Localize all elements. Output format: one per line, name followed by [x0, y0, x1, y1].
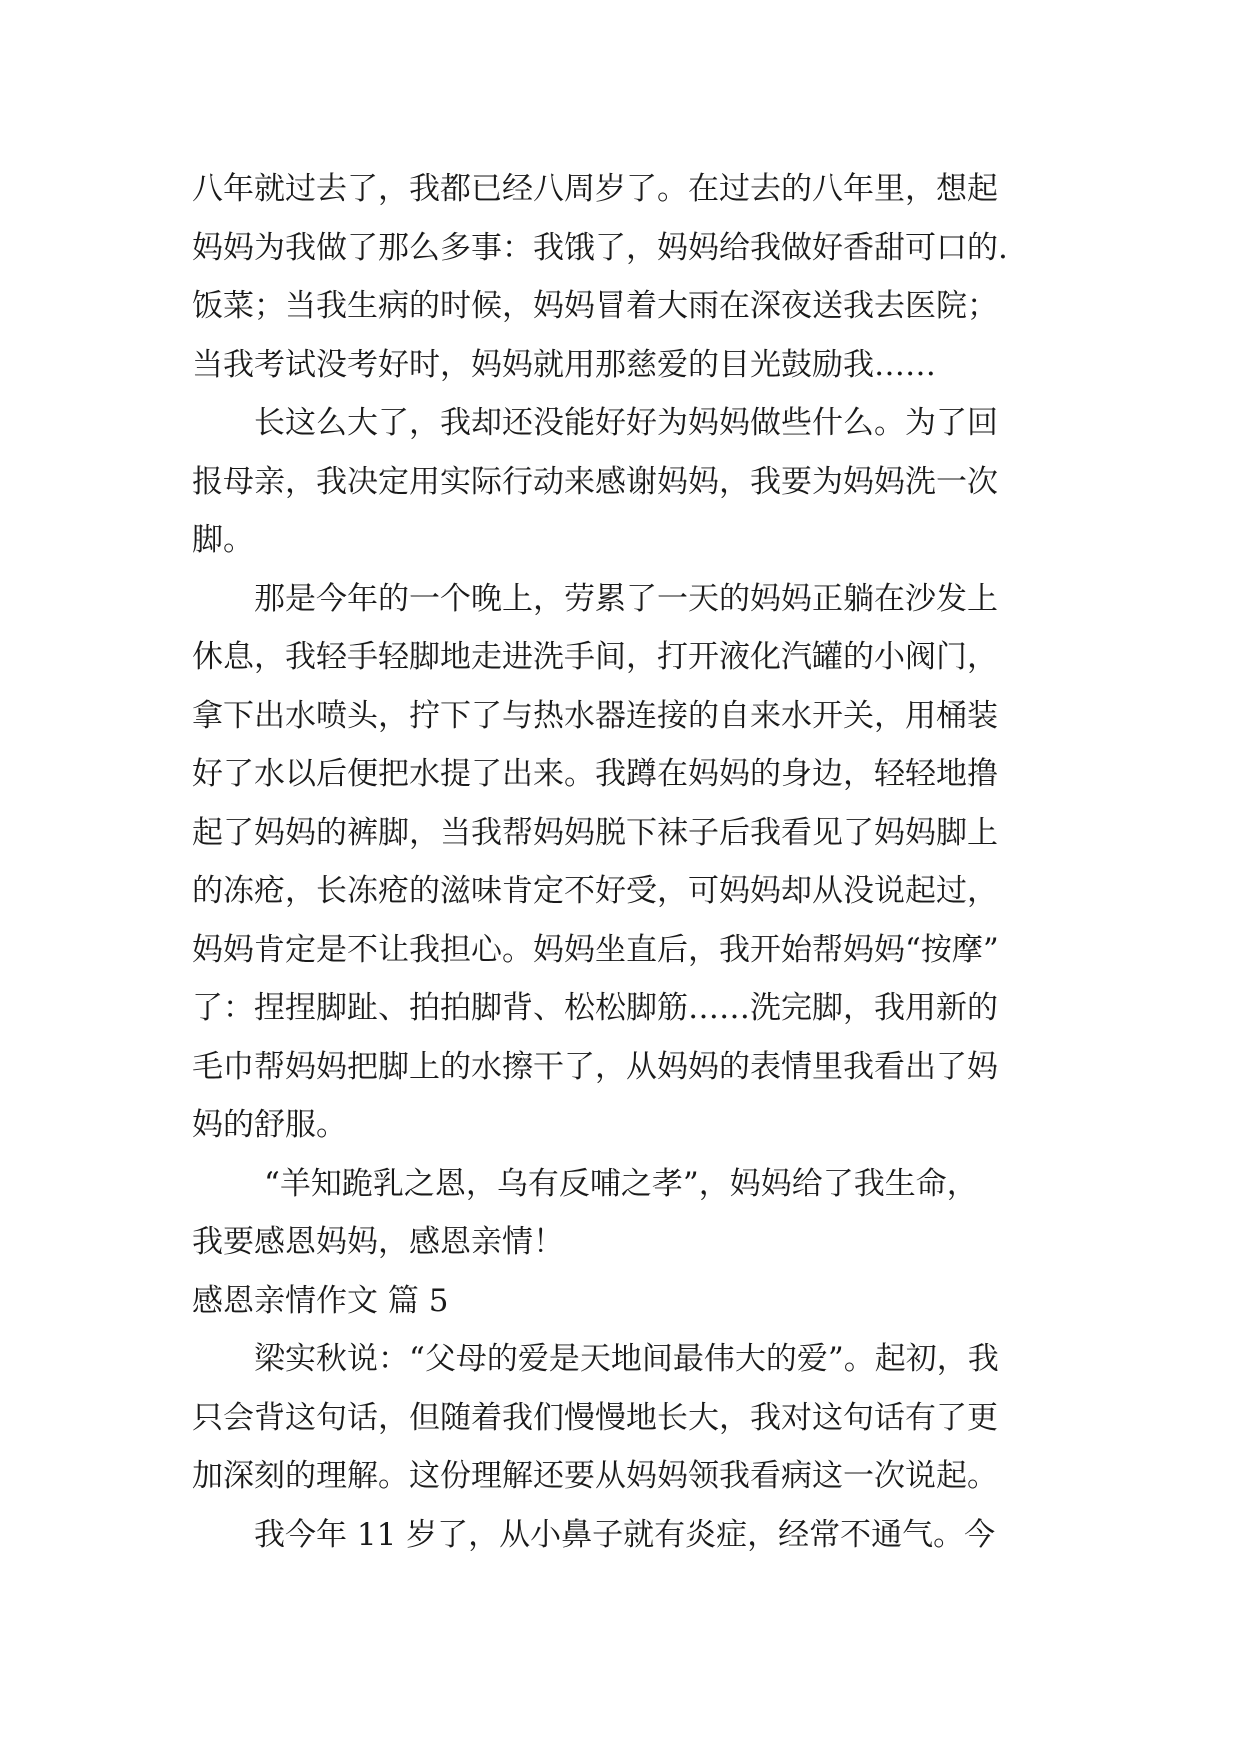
text-line: 当我考试没考好时，妈妈就用那慈爱的目光鼓励我…… [192, 346, 936, 383]
paragraph-start-line: “羊知跪乳之恩，乌有反哺之孝”，妈妈给了我生命， [264, 1165, 978, 1202]
text-line: 妈妈为我做了那么多事：我饿了，妈妈给我做好香甜可口的. [192, 229, 1008, 266]
text-line: 拿下出水喷头，拧下了与热水器连接的自来水开关，用桶装 [192, 697, 998, 734]
text-line: 脚。 [192, 522, 254, 558]
text-line: 加深刻的理解。这份理解还要从妈妈领我看病这一次说起。 [192, 1458, 998, 1494]
text-line: 报母亲，我决定用实际行动来感谢妈妈，我要为妈妈洗一次 [192, 463, 998, 500]
text-line: 我要感恩妈妈，感恩亲情！ [192, 1224, 564, 1260]
text-line: 毛巾帮妈妈把脚上的水擦干了，从妈妈的表情里我看出了妈 [192, 1048, 998, 1085]
text-line: 只会背这句话，但随着我们慢慢地长大，我对这句话有了更 [192, 1399, 998, 1436]
text-line: 的冻疮，长冻疮的滋味肯定不好受，可妈妈却从没说起过， [192, 873, 998, 909]
text-line: 休息，我轻手轻脚地走进洗手间，打开液化汽罐的小阀门， [192, 639, 998, 675]
paragraph-start-line: 我今年 11 岁了，从小鼻子就有炎症，经常不通气。今 [254, 1516, 996, 1553]
text-line: 饭菜；当我生病的时候，妈妈冒着大雨在深夜送我去医院； [192, 288, 998, 324]
text-line: 好了水以后便把水提了出来。我蹲在妈妈的身边，轻轻地撸 [192, 756, 998, 792]
paragraph-start-line: 长这么大了，我却还没能好好为妈妈做些什么。为了回 [254, 405, 998, 441]
text-line: 起了妈妈的裤脚，当我帮妈妈脱下袜子后我看见了妈妈脚上 [192, 814, 998, 851]
text-line: 八年就过去了，我都已经八周岁了。在过去的八年里，想起 [192, 171, 998, 207]
paragraph-start-line: 那是今年的一个晚上，劳累了一天的妈妈正躺在沙发上 [254, 580, 998, 617]
paragraph-start-line: 梁实秋说：“父母的爱是天地间最伟大的爱”。起初，我 [254, 1341, 999, 1377]
section-heading: 感恩亲情作文 篇 5 [192, 1282, 449, 1319]
text-line: 妈妈肯定是不让我担心。妈妈坐直后，我开始帮妈妈“按摩” [192, 931, 999, 968]
text-line: 了：捏捏脚趾、拍拍脚背、松松脚筋……洗完脚，我用新的 [192, 990, 998, 1026]
document-body [192, 160, 1052, 1564]
text-line: 妈的舒服。 [192, 1107, 347, 1143]
